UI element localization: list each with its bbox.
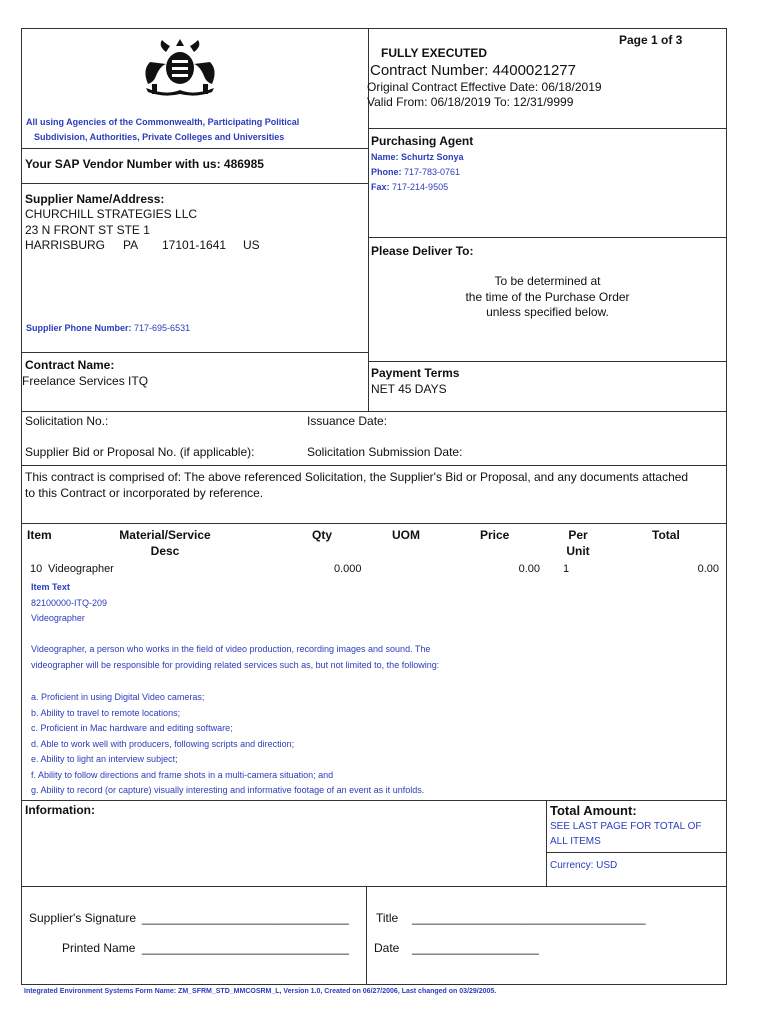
supplier-signature-label: Supplier's Signature [29,911,137,925]
divider [21,352,368,353]
row-per-unit: 1 [563,563,570,575]
contract-name: Freelance Services ITQ [22,374,149,388]
solicitation-no-label: Solicitation No.: [25,414,109,428]
contract-number: Contract Number: 4400021277 [370,62,576,79]
total-amount-line-2: ALL ITEMS [550,836,601,847]
item-text-label: Item Text [31,582,70,592]
divider [21,465,727,466]
total-amount-line-1: SEE LAST PAGE FOR TOTAL OF [550,821,702,832]
title-label: Title [376,911,399,925]
col-desc-header-line-1: Material/Service [119,528,211,542]
bid-proposal-label: Supplier Bid or Proposal No. (if applicable): [25,445,255,459]
agent-phone-value: 717-783-0761 [404,167,461,177]
divider [21,411,727,412]
list-item: c. Proficient in Mac hardware and editing software; [31,723,233,733]
col-price-header: Price [480,528,510,542]
divider [546,800,547,886]
comprised-line-1: This contract is comprised of: The above referenced Solicitation, the Supplier's Bid or Proposal, and any documents attached [25,470,689,484]
col-per-header-line-1: Per [568,528,588,542]
col-item-header: Item [27,528,52,542]
row-price: 0.00 [518,563,540,575]
item-paragraph-2: videographer will be responsible for providing related services such as, but not limited to, the following: [31,660,440,670]
list-item: a. Proficient in using Digital Video cameras; [31,692,205,702]
col-desc-header [100,528,230,558]
supplier-state: PA [123,238,139,252]
list-item: d. Able to work well with producers, following scripts and direction; [31,738,295,749]
agencies-line-2: Subdivision, Authorities, Private Colleges and Universities [34,132,285,142]
supplier-phone [26,323,190,333]
col-desc-header-line-2: Desc [150,544,180,558]
divider [366,886,367,985]
supplier-label: Supplier Name/Address: [25,192,165,206]
divider [546,852,727,853]
col-qty-header: Qty [312,528,333,542]
divider [21,800,727,801]
commonwealth-seal-logo [140,38,220,100]
currency: Currency: USD [550,860,618,871]
divider [368,128,727,129]
total-amount-label: Total Amount: [550,803,637,818]
agent-fax-label: Fax: [371,182,390,192]
title-field[interactable]: ___________________________________ [412,911,646,925]
purchasing-agent-label: Purchasing Agent [371,134,474,148]
vendor-number: Your SAP Vendor Number with us: 486985 [25,157,264,171]
printed-name-label: Printed Name [62,941,136,955]
row-description: Videographer [48,563,114,575]
supplier-city: HARRISBURG [25,238,106,252]
item-list [31,690,424,799]
col-uom-header: UOM [392,528,420,542]
row-qty: 0.000 [334,563,362,575]
row-total: 0.00 [697,563,719,575]
supplier-phone-value: 717-695-6531 [134,323,191,333]
date-label: Date [374,941,400,955]
col-total-header: Total [652,528,680,542]
date-field[interactable]: ___________________ [412,941,539,955]
effective-date: Original Contract Effective Date: 06/18/2019 [367,80,602,94]
agent-fax-value: 717-214-9505 [392,182,449,192]
agencies-line-1: All using Agencies of the Commonwealth, Participating Political [26,117,300,127]
agent-name-label: Name: [371,152,399,162]
list-item: f. Ability to follow directions and frame shots in a multi-camera situation; and [31,769,334,780]
divider [21,886,727,887]
printed-name-field[interactable]: _______________________________ [142,941,349,955]
list-item: e. Ability to light an interview subject; [31,754,178,764]
list-item: b. Ability to travel to remote locations; [31,707,181,718]
deliver-to-label: Please Deliver To: [371,244,474,258]
divider [21,523,727,524]
col-per-header-line-2: Unit [566,544,590,558]
page-number: Page 1 of 3 [619,33,683,47]
col-per-unit-header [555,528,601,558]
deliver-line-3: unless specified below. [486,305,609,319]
agent-fax [371,182,448,192]
supplier-zip: 17101-1641 [162,238,227,252]
submission-date-label: Solicitation Submission Date: [307,445,463,459]
divider [21,183,368,184]
issuance-date-label: Issuance Date: [307,414,388,428]
divider [368,237,727,238]
payment-terms-value: NET 45 DAYS [371,382,447,396]
supplier-street: 23 N FRONT ST STE 1 [25,223,150,237]
item-name: Videographer [31,613,85,623]
item-paragraph-1: Videographer, a person who works in the field of video production, recording images and sound. The [31,644,431,654]
supplier-name: CHURCHILL STRATEGIES LLC [25,207,198,221]
agent-phone [371,167,460,177]
supplier-phone-label: Supplier Phone Number: [26,323,132,333]
valid-dates: Valid From: 06/18/2019 To: 12/31/9999 [367,95,574,109]
item-code: 82100000-ITQ-209 [31,598,108,608]
supplier-signature-field[interactable]: _______________________________ [142,911,349,925]
divider [368,361,727,362]
information-label: Information: [25,803,95,817]
status-label: FULLY EXECUTED [381,46,488,60]
deliver-line-1: To be determined at [494,274,601,288]
deliver-line-2: the time of the Purchase Order [465,290,630,304]
contract-name-label: Contract Name: [25,358,115,372]
agent-phone-label: Phone: [371,167,402,177]
comprised-line-2: to this Contract or incorporated by reference. [25,486,264,500]
form-footer: Integrated Environment Systems Form Name: ZM_SFRM_STD_MMCOSRM_L, Version 1.0, Created on 06/27/2006, Last changed on 03/29/2005. [24,988,497,995]
agent-name-value: Schurtz Sonya [401,152,464,162]
payment-terms-label: Payment Terms [371,366,460,380]
list-item: g. Ability to record (or capture) visually interesting and informative footage of an event as it unfolds. [31,785,425,795]
agent-name [371,152,464,162]
row-item-number: 10 [30,563,43,575]
divider [21,148,368,149]
supplier-country: US [243,238,260,252]
